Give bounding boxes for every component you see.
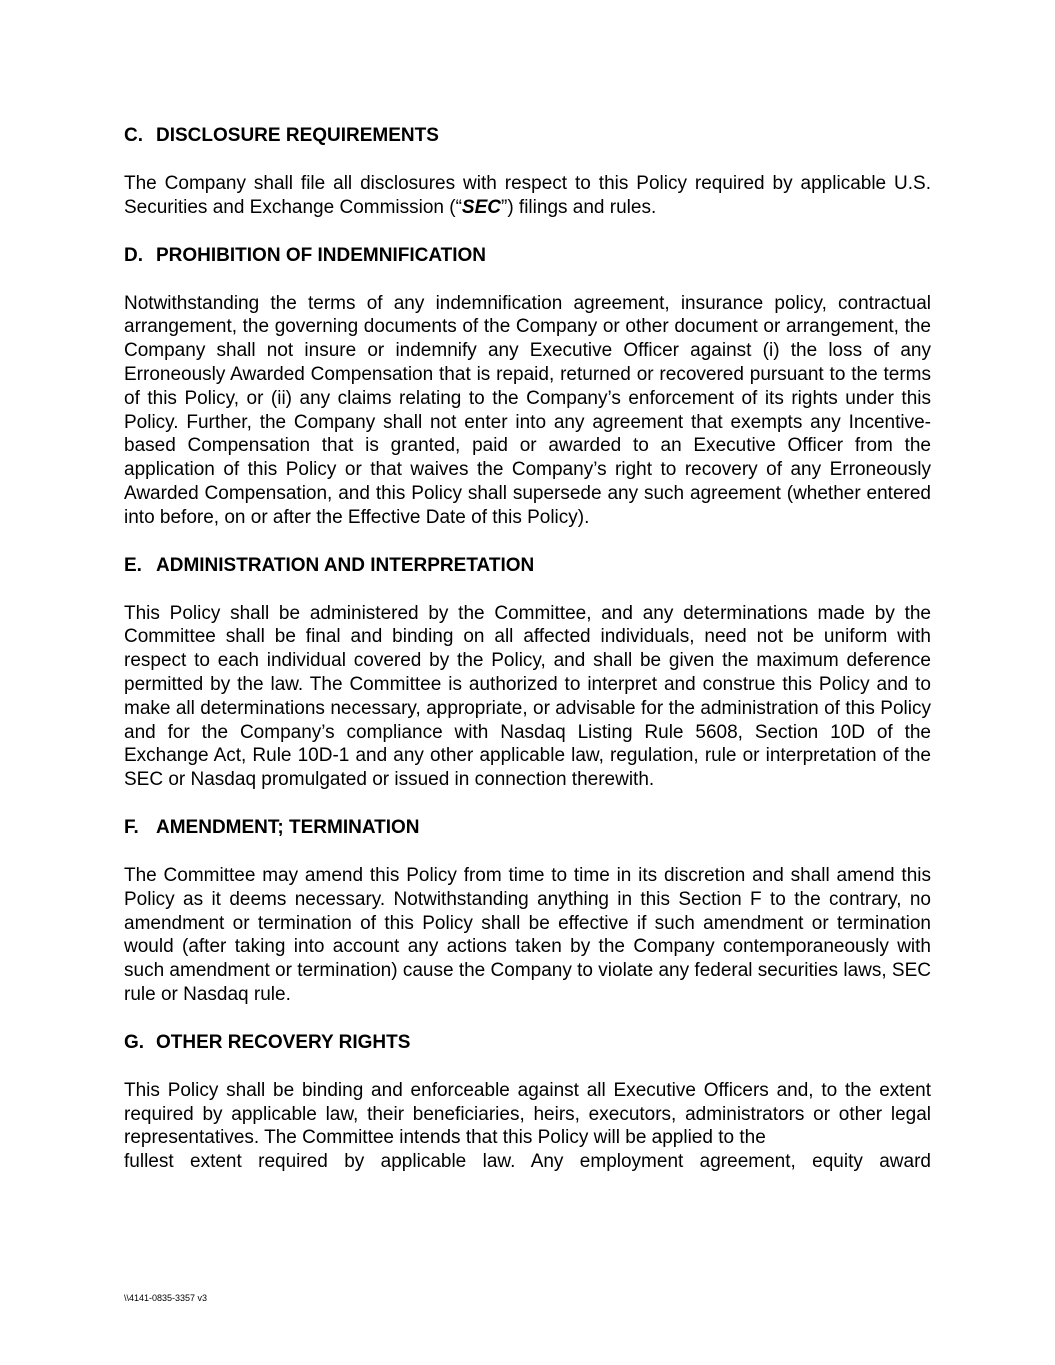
document-id-footer: \\4141-0835-3357 v3: [124, 1293, 208, 1303]
section-f-title: AMENDMENT; TERMINATION: [156, 816, 420, 838]
section-d-letter: D.: [124, 244, 143, 266]
section-c-body-text-2: ”) filings and rules.: [501, 196, 657, 218]
section-f-body: The Committee may amend this Policy from time to time in its discretion and shall amend this Policy as it deems necessary. Notwithstanding anything in this Section F to the contrary, no amendment or termination of this Policy shall be effective if such amendment or termination would (after taking into account any actions taken by the Company contemporaneously with such amendment or termination) cause the Company to violate any federal securities laws, SEC rule or Nasdaq rule.: [124, 864, 931, 1005]
section-f-heading: [124, 816, 931, 840]
document-page: [124, 124, 931, 1174]
section-d-body: Notwithstanding the terms of any indemnification agreement, insurance policy, contractual arrangement, the governing documents of the Company or other document or arrangement, the Company shall not insure or indemnify any Executive Officer against (i) the loss of any Erroneously Awarded Compensation that is repaid, returned or recovered pursuant to the terms of this Policy, or (ii) any claims relating to the Company’s enforcement of its rights under this Policy. Further, the Company shall not enter into any agreement that exempts any Incentive-based Compensation that is granted, paid or awarded to an Executive Officer from the application of this Policy or that waives the Company’s right to recovery of any Erroneously Awarded Compensation, and this Policy shall supersede any such agreement (whether entered into before, on or after the Effective Date of this Policy).: [124, 292, 931, 528]
section-g-heading: [124, 1031, 931, 1055]
section-c-body-sec-term: SEC: [461, 196, 501, 218]
section-e-title: ADMINISTRATION AND INTERPRETATION: [156, 554, 535, 576]
section-c-letter: C.: [124, 125, 143, 146]
section-c-heading: [124, 124, 931, 148]
section-d-title: PROHIBITION OF INDEMNIFICATION: [156, 244, 487, 266]
section-g-body-tail: fullest extent required by applicable law. Any employment agreement, equity award: [124, 1151, 931, 1173]
section-e-letter: E.: [124, 554, 142, 576]
section-e-heading: [124, 554, 931, 578]
section-g-title: OTHER RECOVERY RIGHTS: [156, 1031, 411, 1053]
section-g-letter: G.: [124, 1031, 145, 1053]
section-c-title: DISCLOSURE REQUIREMENTS: [156, 125, 439, 146]
section-g-body: [124, 1079, 931, 1174]
section-c-body-text-1: The Company shall file all disclosures with respect to this Policy required by applicable U.S. Securities and Exchange Commission (“: [124, 173, 931, 218]
section-f-letter: F.: [124, 816, 139, 838]
section-e-body: This Policy shall be administered by the Committee, and any determinations made by the Committee shall be final and binding on all affected individuals, need not be uniform with respect to each individual covered by the Policy, and shall be given the maximum deference permitted by the law. The Committee is authorized to interpret and construe this Policy and to make all determinations necessary, appropriate, or advisable for the administration of this Policy and for the Company’s compliance with Nasdaq Listing Rule 5608, Section 10D of the Exchange Act, Rule 10D-1 and any other applicable law, regulation, rule or interpretation of the SEC or Nasdaq promulgated or issued in connection therewith.: [124, 602, 931, 791]
section-g-body-text: This Policy shall be binding and enforceable against all Executive Officers and, to the extent required by applicable law, their beneficiaries, heirs, executors, administrators or other legal representatives. The Committee intends that this Policy will be applied to the: [124, 1079, 931, 1149]
section-d-heading: [124, 244, 931, 268]
section-c-body: [124, 172, 931, 220]
